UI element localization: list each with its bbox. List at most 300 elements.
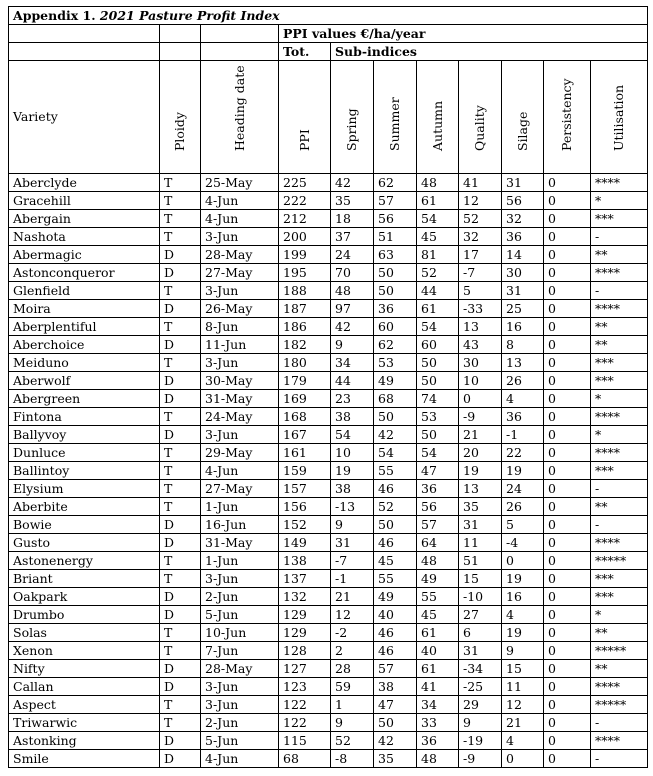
cell-ploidy: D (160, 336, 201, 354)
cell-utilisation: ** (591, 246, 648, 264)
cell-quality: -9 (459, 750, 502, 768)
cell-heading-date: 31-May (201, 390, 279, 408)
cell-quality: 21 (459, 426, 502, 444)
cell-silage: 16 (502, 318, 544, 336)
cell-silage: 0 (502, 552, 544, 570)
cell-summer: 57 (374, 192, 417, 210)
cell-quality: 6 (459, 624, 502, 642)
cell-silage: 36 (502, 408, 544, 426)
cell-ploidy: T (160, 408, 201, 426)
column-header-label: PPI (296, 129, 312, 151)
cell-persistency: 0 (544, 516, 591, 534)
cell-ploidy: D (160, 606, 201, 624)
cell-persistency: 0 (544, 174, 591, 192)
cell-variety: Meiduno (9, 354, 160, 372)
cell-summer: 63 (374, 246, 417, 264)
column-header-silage (502, 61, 544, 174)
cell-heading-date: 30-May (201, 372, 279, 390)
cell-silage: 16 (502, 588, 544, 606)
table-row (9, 282, 648, 300)
blank-cell (201, 25, 279, 43)
cell-ploidy: T (160, 462, 201, 480)
cell-spring: 18 (331, 210, 374, 228)
cell-summer: 50 (374, 264, 417, 282)
cell-autumn: 45 (417, 228, 459, 246)
cell-utilisation: ** (591, 318, 648, 336)
cell-utilisation: ***** (591, 552, 648, 570)
cell-quality: 13 (459, 318, 502, 336)
cell-variety: Aberwolf (9, 372, 160, 390)
cell-quality: -7 (459, 264, 502, 282)
cell-spring: 31 (331, 534, 374, 552)
cell-autumn: 50 (417, 426, 459, 444)
cell-ppi: 156 (279, 498, 331, 516)
cell-heading-date: 8-Jun (201, 318, 279, 336)
cell-quality: -10 (459, 588, 502, 606)
column-header-variety: Variety (9, 61, 160, 174)
cell-autumn: 50 (417, 372, 459, 390)
cell-quality: 20 (459, 444, 502, 462)
cell-ploidy: D (160, 678, 201, 696)
cell-spring: 10 (331, 444, 374, 462)
cell-variety: Aberclyde (9, 174, 160, 192)
cell-quality: -33 (459, 300, 502, 318)
cell-quality: 5 (459, 282, 502, 300)
cell-summer: 36 (374, 300, 417, 318)
cell-spring: 97 (331, 300, 374, 318)
column-header-label: Summer (387, 97, 402, 151)
cell-ploidy: D (160, 534, 201, 552)
cell-utilisation: **** (591, 264, 648, 282)
cell-variety: Elysium (9, 480, 160, 498)
cell-variety: Gracehill (9, 192, 160, 210)
cell-ppi: 128 (279, 642, 331, 660)
cell-utilisation: - (591, 480, 648, 498)
cell-utilisation: * (591, 606, 648, 624)
cell-ploidy: D (160, 660, 201, 678)
cell-silage: 22 (502, 444, 544, 462)
title-row (9, 7, 648, 25)
cell-persistency: 0 (544, 210, 591, 228)
table-row (9, 606, 648, 624)
cell-autumn: 40 (417, 642, 459, 660)
cell-utilisation: **** (591, 174, 648, 192)
cell-persistency: 0 (544, 300, 591, 318)
cell-spring: 23 (331, 390, 374, 408)
cell-heading-date: 2-Jun (201, 588, 279, 606)
cell-ppi: 149 (279, 534, 331, 552)
cell-quality: -34 (459, 660, 502, 678)
title-italic: 2021 Pasture Profit Index (99, 7, 280, 23)
table-row (9, 228, 648, 246)
cell-persistency: 0 (544, 606, 591, 624)
cell-summer: 55 (374, 462, 417, 480)
cell-persistency: 0 (544, 426, 591, 444)
cell-utilisation: **** (591, 732, 648, 750)
column-header-persistency (544, 61, 591, 174)
cell-persistency: 0 (544, 480, 591, 498)
cell-ploidy: D (160, 426, 201, 444)
cell-spring: 9 (331, 714, 374, 732)
blank-cell (9, 25, 160, 43)
cell-utilisation: ***** (591, 642, 648, 660)
cell-summer: 38 (374, 678, 417, 696)
cell-autumn: 48 (417, 174, 459, 192)
cell-heading-date: 3-Jun (201, 282, 279, 300)
cell-utilisation: ** (591, 498, 648, 516)
cell-quality: 15 (459, 570, 502, 588)
cell-variety: Fintona (9, 408, 160, 426)
cell-ploidy: T (160, 318, 201, 336)
cell-quality: 31 (459, 642, 502, 660)
cell-variety: Aberplentiful (9, 318, 160, 336)
column-header-spring (331, 61, 374, 174)
cell-summer: 46 (374, 624, 417, 642)
cell-variety: Drumbo (9, 606, 160, 624)
subindices-header: Sub-indices (331, 43, 648, 61)
cell-persistency: 0 (544, 678, 591, 696)
cell-variety: Xenon (9, 642, 160, 660)
cell-ploidy: D (160, 732, 201, 750)
cell-quality: -19 (459, 732, 502, 750)
cell-spring: 42 (331, 318, 374, 336)
cell-utilisation: ** (591, 336, 648, 354)
cell-silage: 13 (502, 354, 544, 372)
cell-silage: 8 (502, 336, 544, 354)
cell-heading-date: 26-May (201, 300, 279, 318)
cell-silage: 19 (502, 624, 544, 642)
cell-autumn: 53 (417, 408, 459, 426)
cell-summer: 42 (374, 732, 417, 750)
cell-ploidy: T (160, 570, 201, 588)
cell-variety: Triwarwic (9, 714, 160, 732)
cell-heading-date: 3-Jun (201, 696, 279, 714)
cell-heading-date: 1-Jun (201, 552, 279, 570)
cell-autumn: 41 (417, 678, 459, 696)
cell-quality: 11 (459, 534, 502, 552)
cell-silage: 21 (502, 714, 544, 732)
cell-ploidy: T (160, 354, 201, 372)
cell-ppi: 195 (279, 264, 331, 282)
column-header-utilisation (591, 61, 648, 174)
cell-heading-date: 5-Jun (201, 732, 279, 750)
cell-quality: 51 (459, 552, 502, 570)
cell-persistency: 0 (544, 570, 591, 588)
subheader-row (9, 43, 648, 61)
cell-summer: 54 (374, 444, 417, 462)
cell-quality: 31 (459, 516, 502, 534)
cell-silage: 11 (502, 678, 544, 696)
cell-summer: 46 (374, 534, 417, 552)
cell-autumn: 64 (417, 534, 459, 552)
table-row (9, 696, 648, 714)
table-row (9, 624, 648, 642)
cell-silage: 31 (502, 174, 544, 192)
cell-silage: 0 (502, 750, 544, 768)
cell-ploidy: D (160, 300, 201, 318)
table-row (9, 570, 648, 588)
cell-ppi: 129 (279, 606, 331, 624)
cell-variety: Glenfield (9, 282, 160, 300)
table-row (9, 318, 648, 336)
cell-summer: 52 (374, 498, 417, 516)
cell-summer: 51 (374, 228, 417, 246)
cell-quality: 32 (459, 228, 502, 246)
cell-persistency: 0 (544, 642, 591, 660)
column-header-label: Quality (472, 105, 487, 151)
cell-quality: 12 (459, 192, 502, 210)
cell-persistency: 0 (544, 732, 591, 750)
cell-autumn: 48 (417, 552, 459, 570)
column-header-quality (459, 61, 502, 174)
table-row (9, 264, 648, 282)
cell-silage: 26 (502, 372, 544, 390)
cell-utilisation: ** (591, 660, 648, 678)
cell-variety: Moira (9, 300, 160, 318)
cell-silage: 15 (502, 660, 544, 678)
cell-ploidy: D (160, 264, 201, 282)
cell-summer: 46 (374, 480, 417, 498)
cell-quality: -25 (459, 678, 502, 696)
cell-variety: Nifty (9, 660, 160, 678)
cell-variety: Gusto (9, 534, 160, 552)
cell-silage: -4 (502, 534, 544, 552)
cell-autumn: 60 (417, 336, 459, 354)
cell-quality: -9 (459, 408, 502, 426)
cell-autumn: 61 (417, 624, 459, 642)
cell-ppi: 122 (279, 714, 331, 732)
table-row (9, 300, 648, 318)
cell-ploidy: T (160, 192, 201, 210)
cell-summer: 46 (374, 642, 417, 660)
group-header-row (9, 25, 648, 43)
cell-ploidy: T (160, 696, 201, 714)
cell-silage: 25 (502, 300, 544, 318)
cell-variety: Solas (9, 624, 160, 642)
cell-summer: 50 (374, 516, 417, 534)
cell-utilisation: - (591, 516, 648, 534)
cell-spring: 38 (331, 480, 374, 498)
cell-autumn: 47 (417, 462, 459, 480)
cell-ppi: 115 (279, 732, 331, 750)
cell-silage: 36 (502, 228, 544, 246)
cell-autumn: 57 (417, 516, 459, 534)
cell-summer: 62 (374, 174, 417, 192)
cell-ploidy: T (160, 174, 201, 192)
cell-silage: 31 (502, 282, 544, 300)
cell-heading-date: 3-Jun (201, 570, 279, 588)
cell-heading-date: 27-May (201, 264, 279, 282)
cell-utilisation: * (591, 390, 648, 408)
cell-summer: 56 (374, 210, 417, 228)
column-header-label: Utilisation (611, 84, 627, 151)
cell-spring: 34 (331, 354, 374, 372)
cell-summer: 60 (374, 318, 417, 336)
cell-silage: 26 (502, 498, 544, 516)
cell-spring: 12 (331, 606, 374, 624)
cell-ppi: 159 (279, 462, 331, 480)
cell-spring: 9 (331, 516, 374, 534)
table-row (9, 480, 648, 498)
cell-utilisation: **** (591, 534, 648, 552)
cell-autumn: 55 (417, 588, 459, 606)
cell-autumn: 61 (417, 300, 459, 318)
cell-heading-date: 28-May (201, 246, 279, 264)
table-title (9, 7, 648, 25)
cell-ppi: 200 (279, 228, 331, 246)
cell-ploidy: T (160, 480, 201, 498)
column-header-label: Persistency (559, 78, 574, 151)
cell-utilisation: *** (591, 372, 648, 390)
cell-ppi: 168 (279, 408, 331, 426)
cell-ppi: 137 (279, 570, 331, 588)
table-row (9, 552, 648, 570)
cell-variety: Briant (9, 570, 160, 588)
cell-persistency: 0 (544, 282, 591, 300)
table-row (9, 192, 648, 210)
cell-quality: 41 (459, 174, 502, 192)
cell-ppi: 138 (279, 552, 331, 570)
cell-quality: 19 (459, 462, 502, 480)
cell-ploidy: D (160, 750, 201, 768)
cell-quality: 35 (459, 498, 502, 516)
cell-autumn: 61 (417, 660, 459, 678)
column-header-row (9, 61, 648, 174)
cell-ppi: 127 (279, 660, 331, 678)
cell-variety: Oakpark (9, 588, 160, 606)
cell-spring: 37 (331, 228, 374, 246)
cell-utilisation: * (591, 192, 648, 210)
cell-heading-date: 29-May (201, 444, 279, 462)
cell-variety: Smile (9, 750, 160, 768)
cell-variety: Astonenergy (9, 552, 160, 570)
cell-variety: Astonconqueror (9, 264, 160, 282)
cell-quality: 43 (459, 336, 502, 354)
cell-silage: 19 (502, 462, 544, 480)
table-row (9, 408, 648, 426)
cell-heading-date: 10-Jun (201, 624, 279, 642)
cell-ppi: 169 (279, 390, 331, 408)
title-prefix: Appendix 1. (13, 7, 96, 23)
cell-autumn: 61 (417, 192, 459, 210)
cell-summer: 49 (374, 372, 417, 390)
cell-summer: 53 (374, 354, 417, 372)
cell-utilisation: **** (591, 408, 648, 426)
cell-autumn: 81 (417, 246, 459, 264)
cell-autumn: 56 (417, 498, 459, 516)
cell-heading-date: 4-Jun (201, 210, 279, 228)
cell-silage: 4 (502, 390, 544, 408)
cell-persistency: 0 (544, 192, 591, 210)
cell-spring: 1 (331, 696, 374, 714)
cell-ploidy: T (160, 642, 201, 660)
table-row (9, 210, 648, 228)
cell-ppi: 187 (279, 300, 331, 318)
table-row (9, 516, 648, 534)
cell-persistency: 0 (544, 246, 591, 264)
table-row (9, 174, 648, 192)
column-header-summer (374, 61, 417, 174)
table-row (9, 426, 648, 444)
cell-spring: 35 (331, 192, 374, 210)
column-header-label: Autumn (429, 100, 445, 151)
cell-heading-date: 1-Jun (201, 498, 279, 516)
cell-quality: 17 (459, 246, 502, 264)
cell-persistency: 0 (544, 318, 591, 336)
table-row (9, 588, 648, 606)
cell-heading-date: 4-Jun (201, 462, 279, 480)
table-row (9, 444, 648, 462)
cell-variety: Dunluce (9, 444, 160, 462)
cell-variety: Bowie (9, 516, 160, 534)
cell-silage: 4 (502, 732, 544, 750)
cell-autumn: 49 (417, 570, 459, 588)
cell-summer: 57 (374, 660, 417, 678)
cell-spring: 48 (331, 282, 374, 300)
cell-summer: 35 (374, 750, 417, 768)
column-header-autumn (417, 61, 459, 174)
table-row (9, 714, 648, 732)
cell-persistency: 0 (544, 714, 591, 732)
cell-persistency: 0 (544, 498, 591, 516)
table-row (9, 732, 648, 750)
ppi-table (8, 6, 648, 768)
cell-spring: 21 (331, 588, 374, 606)
cell-ppi: 122 (279, 696, 331, 714)
cell-silage: 9 (502, 642, 544, 660)
cell-ploidy: T (160, 714, 201, 732)
cell-ploidy: T (160, 444, 201, 462)
cell-persistency: 0 (544, 588, 591, 606)
cell-ppi: 212 (279, 210, 331, 228)
cell-silage: 30 (502, 264, 544, 282)
cell-spring: 9 (331, 336, 374, 354)
cell-utilisation: - (591, 282, 648, 300)
cell-ppi: 68 (279, 750, 331, 768)
cell-quality: 10 (459, 372, 502, 390)
cell-autumn: 36 (417, 480, 459, 498)
cell-variety: Aberbite (9, 498, 160, 516)
cell-heading-date: 28-May (201, 660, 279, 678)
cell-utilisation: **** (591, 300, 648, 318)
cell-heading-date: 25-May (201, 174, 279, 192)
cell-silage: -1 (502, 426, 544, 444)
cell-ppi: 182 (279, 336, 331, 354)
cell-autumn: 52 (417, 264, 459, 282)
cell-quality: 13 (459, 480, 502, 498)
cell-summer: 50 (374, 282, 417, 300)
cell-quality: 0 (459, 390, 502, 408)
cell-persistency: 0 (544, 408, 591, 426)
table-row (9, 660, 648, 678)
cell-utilisation: *** (591, 462, 648, 480)
cell-spring: -2 (331, 624, 374, 642)
cell-heading-date: 4-Jun (201, 192, 279, 210)
column-header-label: Spring (344, 108, 359, 151)
blank-cell (9, 43, 160, 61)
cell-ppi: 132 (279, 588, 331, 606)
table-row (9, 750, 648, 768)
cell-ppi: 167 (279, 426, 331, 444)
cell-persistency: 0 (544, 696, 591, 714)
cell-ppi: 188 (279, 282, 331, 300)
cell-persistency: 0 (544, 660, 591, 678)
cell-heading-date: 3-Jun (201, 678, 279, 696)
cell-ppi: 225 (279, 174, 331, 192)
column-header-label: Ploidy (172, 112, 187, 151)
cell-ploidy: D (160, 516, 201, 534)
cell-autumn: 74 (417, 390, 459, 408)
